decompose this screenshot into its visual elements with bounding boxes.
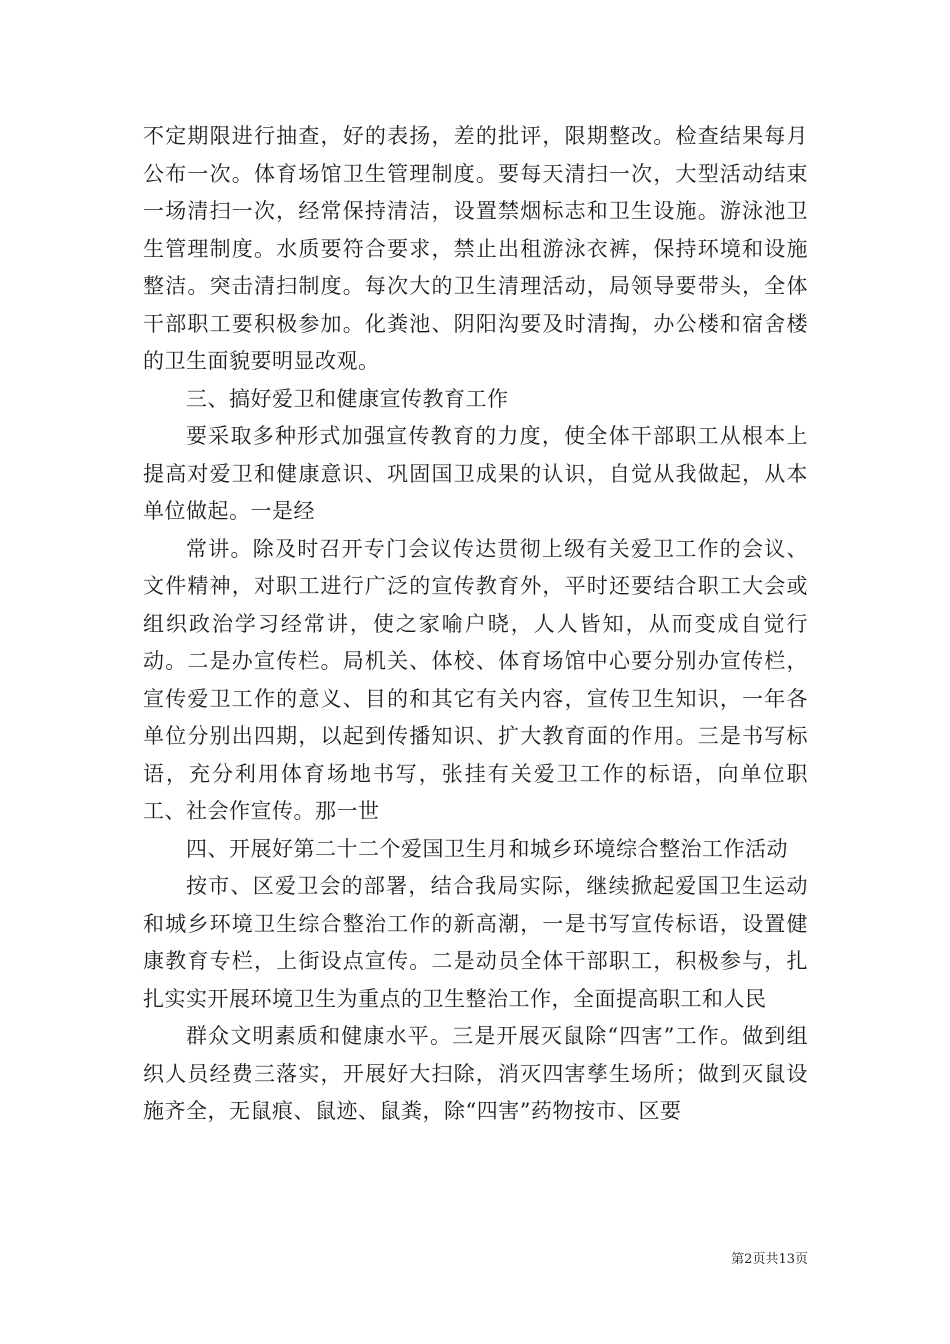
paragraph-inspection-rules: 不定期限进行抽查，好的表扬，差的批评，限期整改。检查结果每月公布一次。体育场馆卫生管理制度。要每天清扫一次，大型活动结束一场清扫一次，经常保持清洁，设置禁烟标志和卫生设施。游泳池卫生管理制度。水质要符合要求，禁止出租游泳衣裤，保持环境和设施整洁。突击清扫制度。每次大的卫生清理活动，局领导要带头，全体干部职工要积极参加。化粪池、阴阳沟要及时清掏，办公楼和宿舍楼的卫生面貌要明显改观。 — [143, 124, 808, 373]
page-number: 第2页共13页 — [731, 1252, 808, 1267]
paragraph-pest-control: 群众文明素质和健康水平。三是开展灭鼠除“四害”工作。做到组织人员经费三落实，开展好大扫除，消灭四害孳生场所；做到灭鼠设施齐全，无鼠痕、鼠迹、鼠粪，除“四害”药物按市、区要 — [143, 1024, 808, 1123]
paragraph-publicity-methods: 常讲。除及时召开专门会议传达贯彻上级有关爱卫工作的会议、文件精神，对职工进行广泛的宣传教育外，平时还要结合职工大会或组织政治学习经常讲，使之家喻户晓，人人皆知，从而变成自觉行动。二是办宣传栏。局机关、体校、体育场馆中心要分别办宣传栏，宣传爱卫工作的意义、目的和其它有关内容，宣传卫生知识，一年各单位分别出四期，以起到传播知识、扩大教育面的作用。三是书写标语，充分利用体育场地书写，张挂有关爱卫工作的标语，向单位职工、社会作宣传。那一世 — [143, 536, 808, 823]
section-heading-publicity: 三、搞好爱卫和健康宣传教育工作 — [186, 386, 509, 411]
document-body — [143, 118, 808, 1131]
paragraph-health-month-plan: 按市、区爱卫会的部署，结合我局实际，继续掀起爱国卫生运动和城乡环境卫生综合整治工作的新高潮，一是书写宣传标语，设置健康教育专栏，上街设点宣传。二是动员全体干部职工，积极参与，扎扎实实开展环境卫生为重点的卫生整治工作，全面提高职工和人民 — [143, 874, 808, 1011]
paragraph-publicity-intro: 要采取多种形式加强宣传教育的力度，使全体干部职工从根本上提高对爱卫和健康意识、巩固国卫成果的认识，自觉从我做起，从本单位做起。一是经 — [143, 424, 808, 523]
section-heading-health-month: 四、开展好第二十二个爱国卫生月和城乡环境综合整治工作活动 — [186, 836, 788, 861]
